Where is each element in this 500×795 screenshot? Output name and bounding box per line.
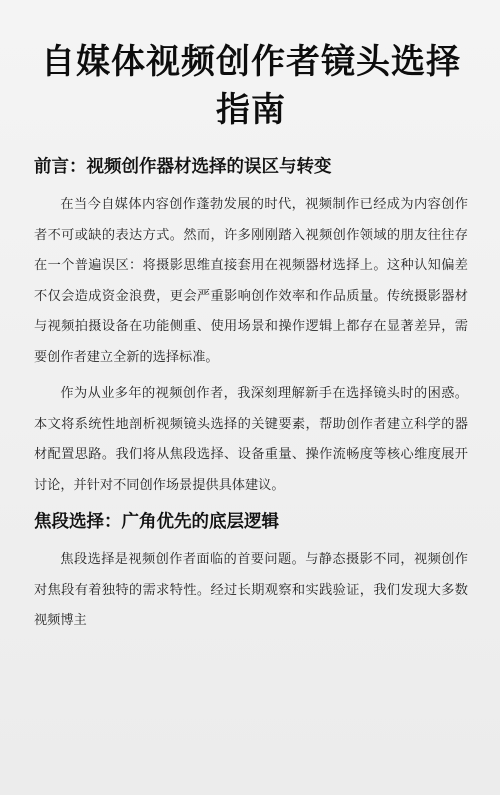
section-preface — [34, 154, 468, 501]
paragraph: 焦段选择是视频创作者面临的首要问题。与静态摄影不同，视频创作对焦段有着独特的需求特性。经过长期观察和实践验证，我们发现大多数视频博主 — [34, 552, 468, 628]
section-heading: 焦段选择：广角优先的底层逻辑 — [34, 512, 279, 532]
section-focal-length — [34, 509, 468, 637]
document-title: 自媒体视频创作者镜头选择指南 — [41, 42, 461, 130]
section-heading: 前言：视频创作器材选择的误区与转变 — [34, 157, 332, 177]
paragraph: 在当今自媒体内容创作蓬勃发展的时代，视频制作已经成为内容创作者不可或缺的表达方式。然而，许多刚刚踏入视频创作领域的朋友往往存在一个普遍误区：将摄影思维直接套用在视频器材选择上。这种认知偏差不仅会造成资金浪费，更会严重影响创作效率和作品质量。传统摄影器材与视频拍摄设备在功能侧重、使用场景和操作逻辑上都存在显著差异，需要创作者建立全新的选择标准。 — [34, 197, 468, 365]
paragraph: 作为从业多年的视频创作者，我深刻理解新手在选择镜头时的困惑。本文将系统性地剖析视频镜头选择的关键要素，帮助创作者建立科学的器材配置思路。我们将从焦段选择、设备重量、操作流畅度等核心维度展开讨论，并针对不同创作场景提供具体建议。 — [34, 386, 468, 493]
